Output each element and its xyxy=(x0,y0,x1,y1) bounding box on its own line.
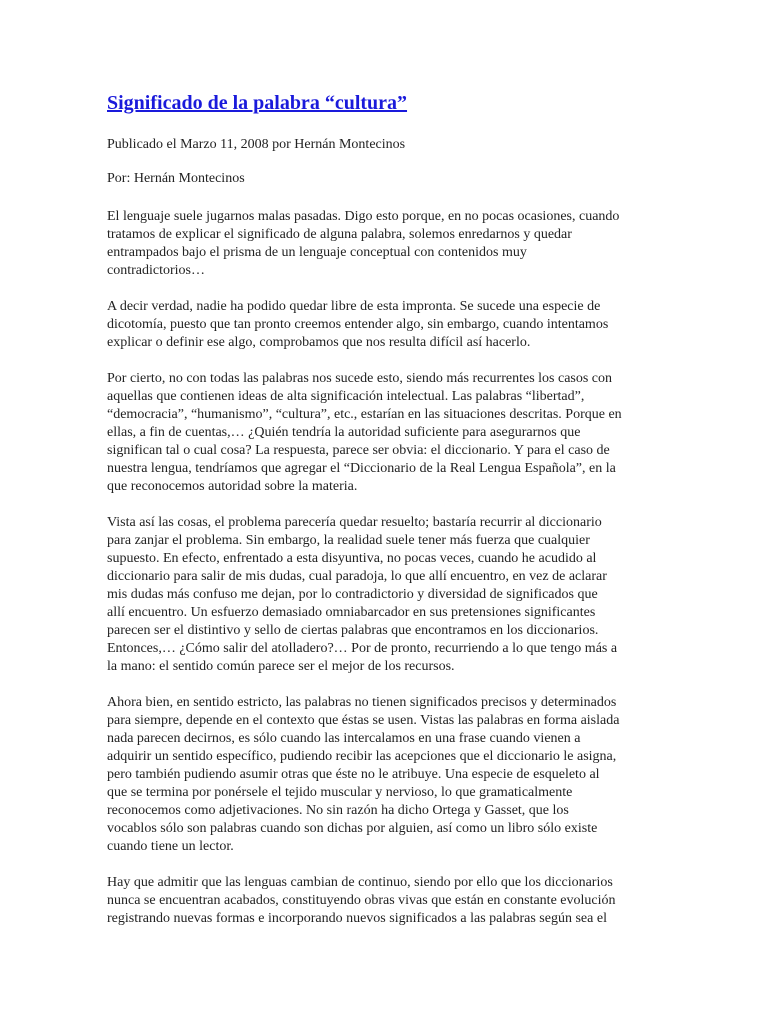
paragraph-line: nunca se encuentran acabados, constituyendo obras vivas que están en constante evolución xyxy=(107,893,616,908)
paragraph-line: parecen ser el distintivo y sello de ciertas palabras que encontramos en los diccionarios. xyxy=(107,623,599,638)
paragraph-2 xyxy=(107,298,668,352)
byline: Por: Hernán Montecinos xyxy=(107,171,245,186)
paragraph-line: El lenguaje suele jugarnos malas pasadas. Digo esto porque, en no pocas ocasiones, cuando xyxy=(107,209,620,224)
paragraph-line: para zanjar el problema. Sin embargo, la realidad suele tener más fuerza que cualquier xyxy=(107,533,590,548)
paragraph-line: Ahora bien, en sentido estricto, las palabras no tienen significados precisos y determinados xyxy=(107,695,617,710)
paragraph-line: mis dudas más confuso me dejan, por lo contradictorio y diversidad de significados que xyxy=(107,587,598,602)
paragraph-line: que se termina por ponérsele el tejido muscular y nervioso, lo que gramaticalmente xyxy=(107,785,573,800)
paragraph-line: dicotomía, puesto que tan pronto creemos entender algo, sin embargo, cuando intentamos xyxy=(107,317,609,332)
paragraph-line: ellas, a fin de cuentas,… ¿Quién tendría la autoridad suficiente para asegurarnos que xyxy=(107,425,581,440)
paragraph-5 xyxy=(107,694,668,856)
paragraph-line: que reconocemos autoridad sobre la materia. xyxy=(107,479,358,494)
paragraph-line: cuando tiene un lector. xyxy=(107,839,234,854)
paragraph-line: nuestra lengua, tendríamos que agregar el “Diccionario de la Real Lengua Española”, en la xyxy=(107,461,616,476)
paragraph-line: Hay que admitir que las lenguas cambian de continuo, siendo por ello que los diccionarios xyxy=(107,875,613,890)
paragraph-line: pero también pudiendo asumir otras que éste no le atribuye. Una especie de esqueleto al xyxy=(107,767,600,782)
paragraph-line: reconocemos como adjetivaciones. No sin razón ha dicho Ortega y Gasset, que los xyxy=(107,803,569,818)
paragraph-3 xyxy=(107,370,668,496)
paragraph-line: vocablos sólo son palabras cuando son dichas por alguien, así como un libro sólo existe xyxy=(107,821,598,836)
paragraph-line: Vista así las cosas, el problema parecería quedar resuelto; bastaría recurrir al diccionario xyxy=(107,515,602,530)
paragraph-line: “democracia”, “humanismo”, “cultura”, etc., estarían en las situaciones descritas. Porque en xyxy=(107,407,622,422)
paragraph-line: tratamos de explicar el significado de alguna palabra, solemos enredarnos y quedar xyxy=(107,227,572,242)
article-title-link[interactable]: Significado de la palabra “cultura” xyxy=(107,92,408,114)
paragraph-line: explicar o definir ese algo, comprobamos que nos resulta difícil así hacerlo. xyxy=(107,335,531,350)
paragraph-6 xyxy=(107,874,668,928)
paragraph-line: diccionario para salir de mis dudas, cual paradoja, lo que allí encuentro, en vez de aclarar xyxy=(107,569,607,584)
paragraph-line: allí encuentro. Un esfuerzo demasiado omniabarcador en sus pretensiones significantes xyxy=(107,605,596,620)
paragraph-line: A decir verdad, nadie ha podido quedar libre de esta impronta. Se sucede una especie de xyxy=(107,299,601,314)
paragraph-4 xyxy=(107,514,668,676)
article-title xyxy=(107,90,668,116)
paragraph-line: contradictorios… xyxy=(107,263,205,278)
publication-line: Publicado el Marzo 11, 2008 por Hernán Montecinos xyxy=(107,137,406,152)
paragraph-line: registrando nuevas formas e incorporando nuevos significados a las palabras según sea el xyxy=(107,911,607,926)
paragraph-line: para siempre, depende en el contexto que éstas se usen. Vistas las palabras en forma aislada xyxy=(107,713,620,728)
paragraph-line: Por cierto, no con todas las palabras nos sucede esto, siendo más recurrentes los casos con xyxy=(107,371,613,386)
paragraph-line: nada parecen decirnos, es sólo cuando las intercalamos en una frase cuando vienen a xyxy=(107,731,581,746)
paragraph-line: entrampados bajo el prisma de un lenguaje conceptual con contenidos muy xyxy=(107,245,527,260)
paragraph-1 xyxy=(107,208,668,280)
paragraph-line: significan tal o cual cosa? La respuesta, parece ser obvia: el diccionario. Y para el caso de xyxy=(107,443,610,458)
paragraph-line: Entonces,… ¿Cómo salir del atolladero?… Por de pronto, recurriendo a lo que tengo más a xyxy=(107,641,618,656)
paragraph-line: la mano: el sentido común parece ser el mejor de los recursos. xyxy=(107,659,455,674)
paragraph-line: adquirir un sentido específico, pudiendo recibir las acepciones que el diccionario le asigna, xyxy=(107,749,617,764)
paragraph-line: aquellas que contienen ideas de alta significación intelectual. Las palabras “libertad”, xyxy=(107,389,585,404)
paragraph-line: supuesto. En efecto, enfrentado a esta disyuntiva, no pocas veces, cuando he acudido al xyxy=(107,551,597,566)
